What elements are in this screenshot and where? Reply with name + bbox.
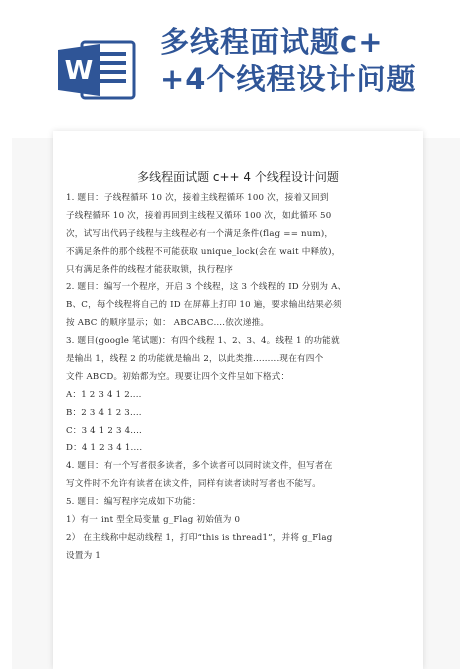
word-logo-letter: W xyxy=(64,56,94,86)
document-line: 3. 题目(google 笔试题)：有四个线程 1、2、3、4。线程 1 的功能就 xyxy=(66,336,340,347)
document-line: 文件 ABCD。初始都为空。现要让四个文件呈如下格式： xyxy=(66,371,290,382)
document-line: 是输出 1，线程 2 的功能就是输出 2，以此类推.........现在有四个 xyxy=(66,354,324,365)
document-title xyxy=(160,24,460,98)
document-line: 设置为 1 xyxy=(66,550,101,561)
document-line: C：3 4 1 2 3 4.... xyxy=(66,425,142,436)
header xyxy=(0,0,474,120)
document-line: 不满足条件的那个线程不可能获取 unique_lock(会在 wait 中释放)， xyxy=(66,246,341,257)
document-line: D：4 1 2 3 4 1.... xyxy=(66,443,143,454)
document-line: 4. 题目：有一个写者很多读者，多个读者可以同时读文件，但写者在 xyxy=(66,461,333,472)
document-line: 1）有一 int 型全局变量 g_Flag 初始值为 0 xyxy=(66,515,241,526)
document-line: 5. 题目：编写程序完成如下功能： xyxy=(66,497,201,508)
document-line: 2） 在主线称中起动线程 1，打印“this is thread1”，并将 g_Flag xyxy=(66,532,333,543)
page-heading: 多线程面试题 c++ 4 个线程设计问题 xyxy=(137,170,339,184)
document-line: B、C，每个线程将自己的 ID 在屏幕上打印 10 遍，要求输出结果必须 xyxy=(66,300,342,311)
document-line: 按 ABC 的顺序显示；如： ABCABC….依次递推。 xyxy=(66,318,270,329)
word-icon xyxy=(56,38,138,102)
document-title-line-1: 多线程面试题c+ xyxy=(160,25,384,59)
document-line: 2. 题目：编写一个程序，开启 3 个线程，这 3 个线程的 ID 分别为 A、 xyxy=(66,282,347,293)
document-line: A：1 2 3 4 1 2.... xyxy=(66,389,142,400)
document-line: 子线程循环 10 次，接着再回到主线程又循环 100 次，如此循环 50 xyxy=(66,210,332,221)
document-body xyxy=(66,190,384,566)
document-line: 1. 题目：子线程循环 10 次，接着主线程循环 100 次，接着又回到 xyxy=(66,193,329,203)
document-line: 只有满足条件的线程才能获取锁，执行程序 xyxy=(66,264,234,275)
document-line: B：2 3 4 1 2 3.... xyxy=(66,407,142,418)
document-line: 次，试写出代码子线程与主线程必有一个满足条件(flag == num)， xyxy=(66,228,334,239)
document-title-line-2: +4个线程设计问题 xyxy=(160,62,417,96)
document-line: 写文件时不允许有读者在读文件，同样有读者读时写者也不能写。 xyxy=(66,479,322,490)
